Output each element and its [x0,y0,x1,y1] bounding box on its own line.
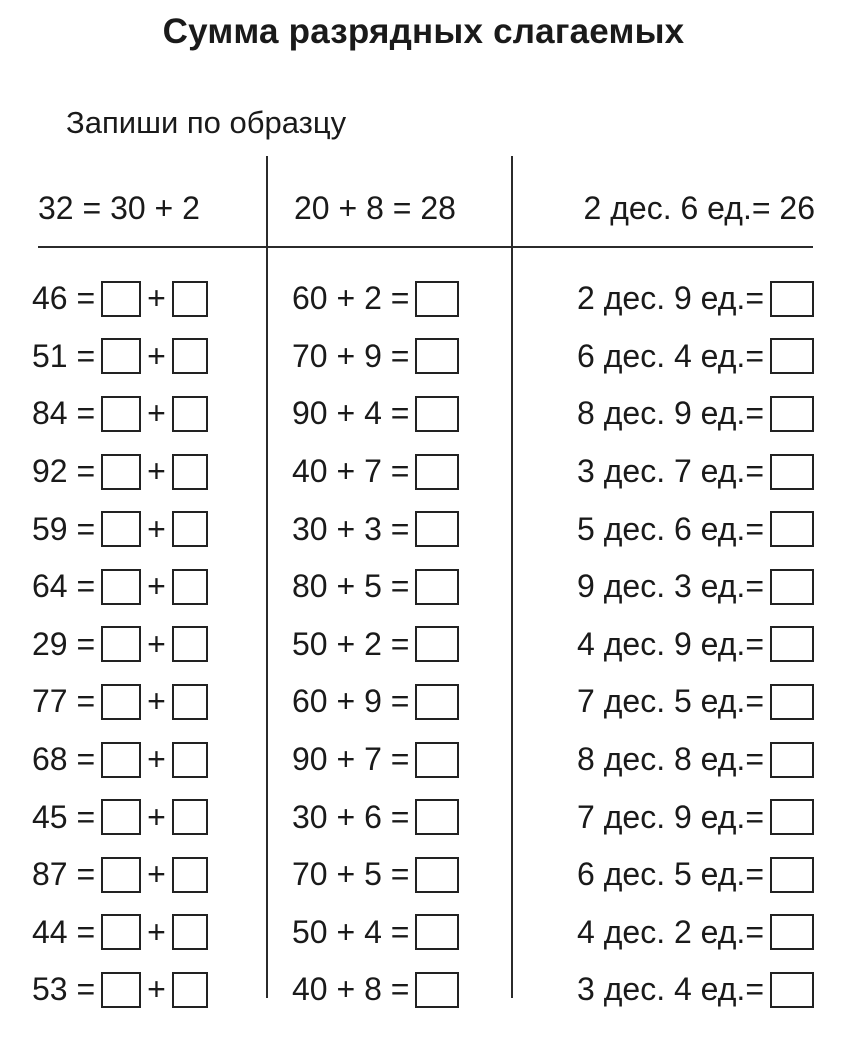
sum-expression: 40 + 7 = [292,453,410,490]
number-label: 87 = [32,856,96,893]
tens-answer-box[interactable] [101,281,141,317]
number-answer-box[interactable] [770,281,814,317]
tens-units-column [577,270,814,1019]
sum-row [292,731,459,789]
number-answer-box[interactable] [770,396,814,432]
sum-expression: 50 + 4 = [292,913,410,950]
plus-sign: + [147,568,166,605]
units-answer-box[interactable] [172,914,208,950]
example-tens-units: 2 дес. 6 ед.= 26 [583,190,815,226]
decomposition-row [32,558,208,616]
plus-sign: + [147,280,166,317]
plus-sign: + [147,510,166,547]
tens-answer-box[interactable] [101,972,141,1008]
decomposition-row [32,788,208,846]
tens-units-row [577,961,814,1019]
tens-units-expression: 9 дес. 3 ед.= [577,568,764,605]
plus-sign: + [147,337,166,374]
units-answer-box[interactable] [172,857,208,893]
units-answer-box[interactable] [172,511,208,547]
number-answer-box[interactable] [770,569,814,605]
sum-answer-box[interactable] [415,569,459,605]
tens-units-expression: 7 дес. 9 ед.= [577,798,764,835]
tens-units-expression: 8 дес. 8 ед.= [577,741,764,778]
sum-answer-box[interactable] [415,742,459,778]
number-label: 51 = [32,337,96,374]
units-answer-box[interactable] [172,569,208,605]
plus-sign: + [147,971,166,1008]
sum-expression: 90 + 4 = [292,395,410,432]
sum-answer-box[interactable] [415,684,459,720]
sum-row [292,500,459,558]
sum-expression: 30 + 6 = [292,798,410,835]
tens-units-row [577,673,814,731]
decomposition-row [32,328,208,386]
decomposition-column [32,270,208,1019]
number-label: 84 = [32,395,96,432]
units-answer-box[interactable] [172,454,208,490]
units-answer-box[interactable] [172,281,208,317]
tens-units-row [577,385,814,443]
tens-answer-box[interactable] [101,454,141,490]
sum-row [292,846,459,904]
units-answer-box[interactable] [172,972,208,1008]
tens-units-expression: 4 дес. 2 ед.= [577,913,764,950]
number-answer-box[interactable] [770,742,814,778]
sum-row [292,904,459,962]
tens-units-expression: 3 дес. 4 ед.= [577,971,764,1008]
sum-answer-box[interactable] [415,511,459,547]
tens-units-row [577,328,814,386]
tens-units-expression: 3 дес. 7 ед.= [577,453,764,490]
sum-answer-box[interactable] [415,396,459,432]
number-answer-box[interactable] [770,857,814,893]
tens-units-expression: 2 дес. 9 ед.= [577,280,764,317]
column-divider-2 [511,156,513,998]
worksheet-title: Сумма разрядных слагаемых [162,12,685,51]
decomposition-row [32,846,208,904]
plus-sign: + [147,625,166,662]
plus-sign: + [147,683,166,720]
tens-units-row [577,846,814,904]
instruction-text: Запиши по образцу [66,105,347,140]
number-answer-box[interactable] [770,972,814,1008]
tens-answer-box[interactable] [101,799,141,835]
plus-sign: + [147,856,166,893]
number-label: 53 = [32,971,96,1008]
sum-expression: 60 + 9 = [292,683,410,720]
number-answer-box[interactable] [770,799,814,835]
sum-expression: 40 + 8 = [292,971,410,1008]
sum-answer-box[interactable] [415,857,459,893]
tens-units-row [577,904,814,962]
units-answer-box[interactable] [172,799,208,835]
units-answer-box[interactable] [172,684,208,720]
number-label: 46 = [32,280,96,317]
sum-row [292,385,459,443]
column-divider-1 [266,156,268,998]
example-decomposition: 32 = 30 + 2 [38,190,200,226]
tens-answer-box[interactable] [101,338,141,374]
number-label: 44 = [32,913,96,950]
sum-expression: 90 + 7 = [292,741,410,778]
number-label: 45 = [32,798,96,835]
number-label: 77 = [32,683,96,720]
sum-answer-box[interactable] [415,972,459,1008]
sum-row [292,443,459,501]
decomposition-row [32,731,208,789]
sum-expression: 70 + 5 = [292,856,410,893]
plus-sign: + [147,798,166,835]
sum-row [292,558,459,616]
sum-answer-box[interactable] [415,454,459,490]
number-label: 59 = [32,510,96,547]
number-answer-box[interactable] [770,454,814,490]
number-answer-box[interactable] [770,511,814,547]
units-answer-box[interactable] [172,396,208,432]
sum-expression: 70 + 9 = [292,337,410,374]
tens-units-row [577,500,814,558]
decomposition-row [32,443,208,501]
tens-units-row [577,616,814,674]
plus-sign: + [147,913,166,950]
tens-answer-box[interactable] [101,914,141,950]
tens-units-row [577,731,814,789]
example-sum: 20 + 8 = 28 [294,190,456,226]
units-answer-box[interactable] [172,338,208,374]
decomposition-row [32,500,208,558]
sum-answer-box[interactable] [415,799,459,835]
decomposition-row [32,961,208,1019]
plus-sign: + [147,453,166,490]
sum-row [292,270,459,328]
header-divider [38,246,813,248]
sum-answer-box[interactable] [415,626,459,662]
sum-expression: 60 + 2 = [292,280,410,317]
tens-units-row [577,788,814,846]
decomposition-row [32,904,208,962]
tens-units-expression: 5 дес. 6 ед.= [577,510,764,547]
plus-sign: + [147,741,166,778]
decomposition-row [32,673,208,731]
number-answer-box[interactable] [770,684,814,720]
tens-units-expression: 4 дес. 9 ед.= [577,625,764,662]
tens-units-expression: 6 дес. 5 ед.= [577,856,764,893]
number-label: 68 = [32,741,96,778]
decomposition-row [32,616,208,674]
sum-answer-box[interactable] [415,338,459,374]
sum-answer-box[interactable] [415,281,459,317]
tens-answer-box[interactable] [101,569,141,605]
sum-expression: 50 + 2 = [292,625,410,662]
tens-units-expression: 6 дес. 4 ед.= [577,337,764,374]
sum-row [292,328,459,386]
number-answer-box[interactable] [770,626,814,662]
number-label: 64 = [32,568,96,605]
sum-answer-box[interactable] [415,914,459,950]
sum-expression: 80 + 5 = [292,568,410,605]
plus-sign: + [147,395,166,432]
units-answer-box[interactable] [172,626,208,662]
tens-answer-box[interactable] [101,857,141,893]
tens-answer-box[interactable] [101,742,141,778]
number-label: 29 = [32,625,96,662]
sum-row [292,673,459,731]
sum-row [292,961,459,1019]
decomposition-row [32,270,208,328]
sum-row [292,788,459,846]
tens-answer-box[interactable] [101,626,141,662]
tens-units-row [577,443,814,501]
number-answer-box[interactable] [770,914,814,950]
tens-answer-box[interactable] [101,396,141,432]
number-answer-box[interactable] [770,338,814,374]
tens-units-row [577,558,814,616]
sum-column [292,270,459,1019]
sum-expression: 30 + 3 = [292,510,410,547]
units-answer-box[interactable] [172,742,208,778]
tens-answer-box[interactable] [101,511,141,547]
number-label: 92 = [32,453,96,490]
tens-units-row [577,270,814,328]
sum-row [292,616,459,674]
tens-answer-box[interactable] [101,684,141,720]
tens-units-expression: 7 дес. 5 ед.= [577,683,764,720]
tens-units-expression: 8 дес. 9 ед.= [577,395,764,432]
decomposition-row [32,385,208,443]
